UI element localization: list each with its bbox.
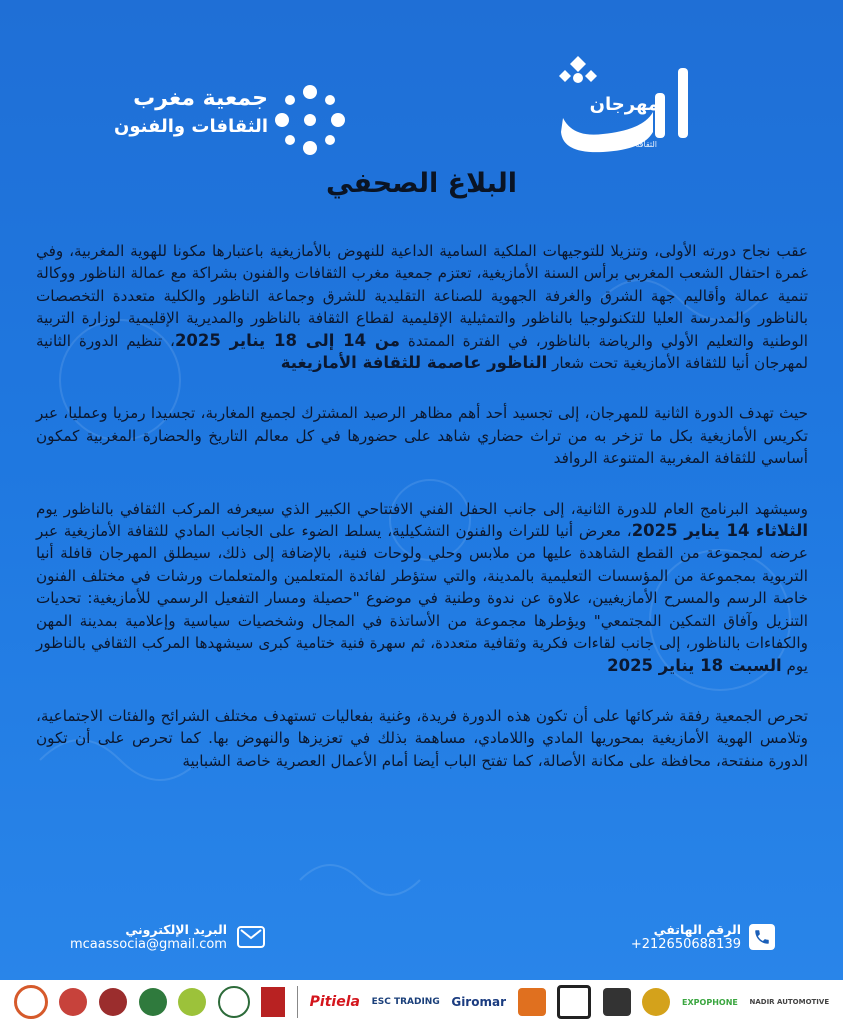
sponsor-divider <box>297 986 298 1018</box>
sponsor-logo-2 <box>59 988 87 1016</box>
email-contact <box>70 922 265 952</box>
email-address[interactable]: mcaassocia@gmail.com <box>70 937 227 952</box>
association-logo-line2: الثقافات والفنون <box>114 116 268 137</box>
sponsor-strip <box>0 980 843 1024</box>
header <box>0 30 843 150</box>
festival-slogan: الناظور عاصمة للثقافة الأمازيغية <box>280 353 548 373</box>
paragraph-1 <box>36 240 808 374</box>
sponsor-expophone: EXPOPHONE <box>682 997 738 1007</box>
association-emblem-icon <box>270 80 350 160</box>
sponsor-logo-4 <box>139 988 167 1016</box>
paragraph-3-text-b: ، معرض أنيا للتراث والفنون التشكيلية، يسلط الضوء على الجانب المادي للثقافة الأمازيغية عبر عرضه لمجموعة من القطع الشاهدة عليها من ملابس وحلي ولوحات فنية، بالإضافة إلى ذلك، سيطلق المهرجان قافلة أنيا التربوية بمجموعة من المؤسسات التعليمية بالمدينة، والتي ستؤطر لفائدة المتعلمين والمتعلمات ورشات في مختلف الفنون خاصة الرسم والمسرح الأمازيغيين، علاوة عن ندوة وطنية في موضوع "حصيلة ومسار التفعيل الرسمي للأمازيغية: تحديات التنزيل وآفاق التمكين المجتمعي" ويؤطرها مجموعة من الأساتذة في المجال وشخصيات سياسية وإعلامية بمدينة المهن والكفاءات بالناظور، إلى جانب لقاءات فكرية وثقافية متعددة، ثم سهرة فنية ختامية كبرى سيشهدها المركب الثقافي بالناظور يوم <box>36 522 808 675</box>
sponsor-logo-7 <box>261 987 285 1017</box>
paragraph-4: تحرص الجمعية رفقة شركائها على أن تكون هذه الدورة فريدة، وغنية بفعاليات تستهدف مختلف الشرائح والفئات الاجتماعية، وتلامس الهوية الأمازيغية بمحوريها المادي واللامادي، مساهمة بذلك في تعزيزها والنهوض بها. كما تحرص على أن تكون الدورة منفتحة، محافظة على مكانة الأصالة، كما تفتح الباب أيضا أمام الأعمال العصرية خاصة الشبابية <box>36 706 808 770</box>
paragraph-1-text: عقب نجاح دورته الأولى، وتنزيلا للتوجيهات الملكية السامية الداعية للنهوض بالأمازيغية باعتبارها مكونا للهوية المغربية، وفي غمرة احتفال الشعب المغربي برأس السنة الأمازيغية، تعتزم جمعية مغرب الثقافات والفنون بشراكة مع عمالة الناظور ووكالة تنمية عمالة وأقاليم جهة الشرق والغرفة الجهوية للصناعة التقليدية للشرق وجماعة الناظور والكلية متعددة التخصصات بالناظور والمدرسة العليا للتكنولوجيا بالناظور والتمثيلية الإقليمية لقطاع الثقافة بالناظور والمديرية الإقليمية لوزارة التربية الوطنية والتعليم الأولي والرياضة بالناظور، في الفترة الممتدة <box>36 242 808 350</box>
phone-icon <box>749 924 775 950</box>
paragraph-3-text: وسيشهد البرنامج العام للدورة الثانية، إلى جانب الحفل الفني الافتتاحي الكبير الذي سيعرفه المركب الثقافي بالناظور يوم <box>36 499 808 518</box>
paragraph-3 <box>36 498 808 677</box>
press-release-body <box>36 240 808 800</box>
sponsor-logo-11 <box>642 988 670 1016</box>
association-logo <box>110 80 350 160</box>
phone-number[interactable]: +212650688139 <box>630 937 741 952</box>
paragraph-2: حيث تهدف الدورة الثانية للمهرجان، إلى تجسيد أحد أهم مظاهر الرصيد المشترك لجميع المغاربة، تجسيدا رمزيا وعمليا، عبر تكريس الأمازيغية بكل ما تزخر به من تراث حضاري شاهد على حضورها في كل معالم التاريخ والحضارة المغربية كمكون أساسي للثقافة المغربية المتنوعة الروافد <box>36 404 808 468</box>
festival-logo <box>543 48 703 158</box>
sponsor-giromar: Giromar <box>451 995 506 1009</box>
festival-logo-sub: الثقافة الأمازيغية <box>602 140 657 149</box>
contacts <box>0 922 843 962</box>
paragraph-1-text-b: ، تنظيم الدورة الثانية لمهرجان أنيا للثقافة الأمازيغية تحت شعار <box>36 331 808 373</box>
sponsor-logo-6 <box>218 986 250 1018</box>
sponsor-pitiela: Pitiela <box>309 994 360 1010</box>
phone-contact <box>631 922 775 952</box>
sponsor-esc-trading: ESC TRADING <box>371 997 440 1007</box>
sponsor-logo-3 <box>99 988 127 1016</box>
sponsor-logo-9 <box>557 985 591 1019</box>
festival-logo-top: مهرجان <box>589 94 659 115</box>
envelope-icon <box>237 926 265 948</box>
sponsor-logo-8 <box>518 988 546 1016</box>
phone-label: الرقم الهاتفي <box>653 922 741 937</box>
sponsor-nadir-automotive: NADIR AUTOMOTIVE <box>749 998 830 1006</box>
page-title: البلاغ الصحفي <box>326 168 517 199</box>
sponsor-logo-10 <box>603 988 631 1016</box>
association-logo-line1: جمعية مغرب <box>133 86 268 111</box>
email-label: البريد الإلكتروني <box>125 922 227 937</box>
sponsor-logo-1 <box>14 985 48 1019</box>
sponsor-logo-5 <box>178 988 206 1016</box>
opening-date: الثلاثاء 14 يناير 2025 <box>631 521 809 541</box>
closing-date: السبت 18 يناير 2025 <box>607 655 782 675</box>
festival-dates: من 14 إلى 18 يناير 2025 <box>174 330 400 350</box>
